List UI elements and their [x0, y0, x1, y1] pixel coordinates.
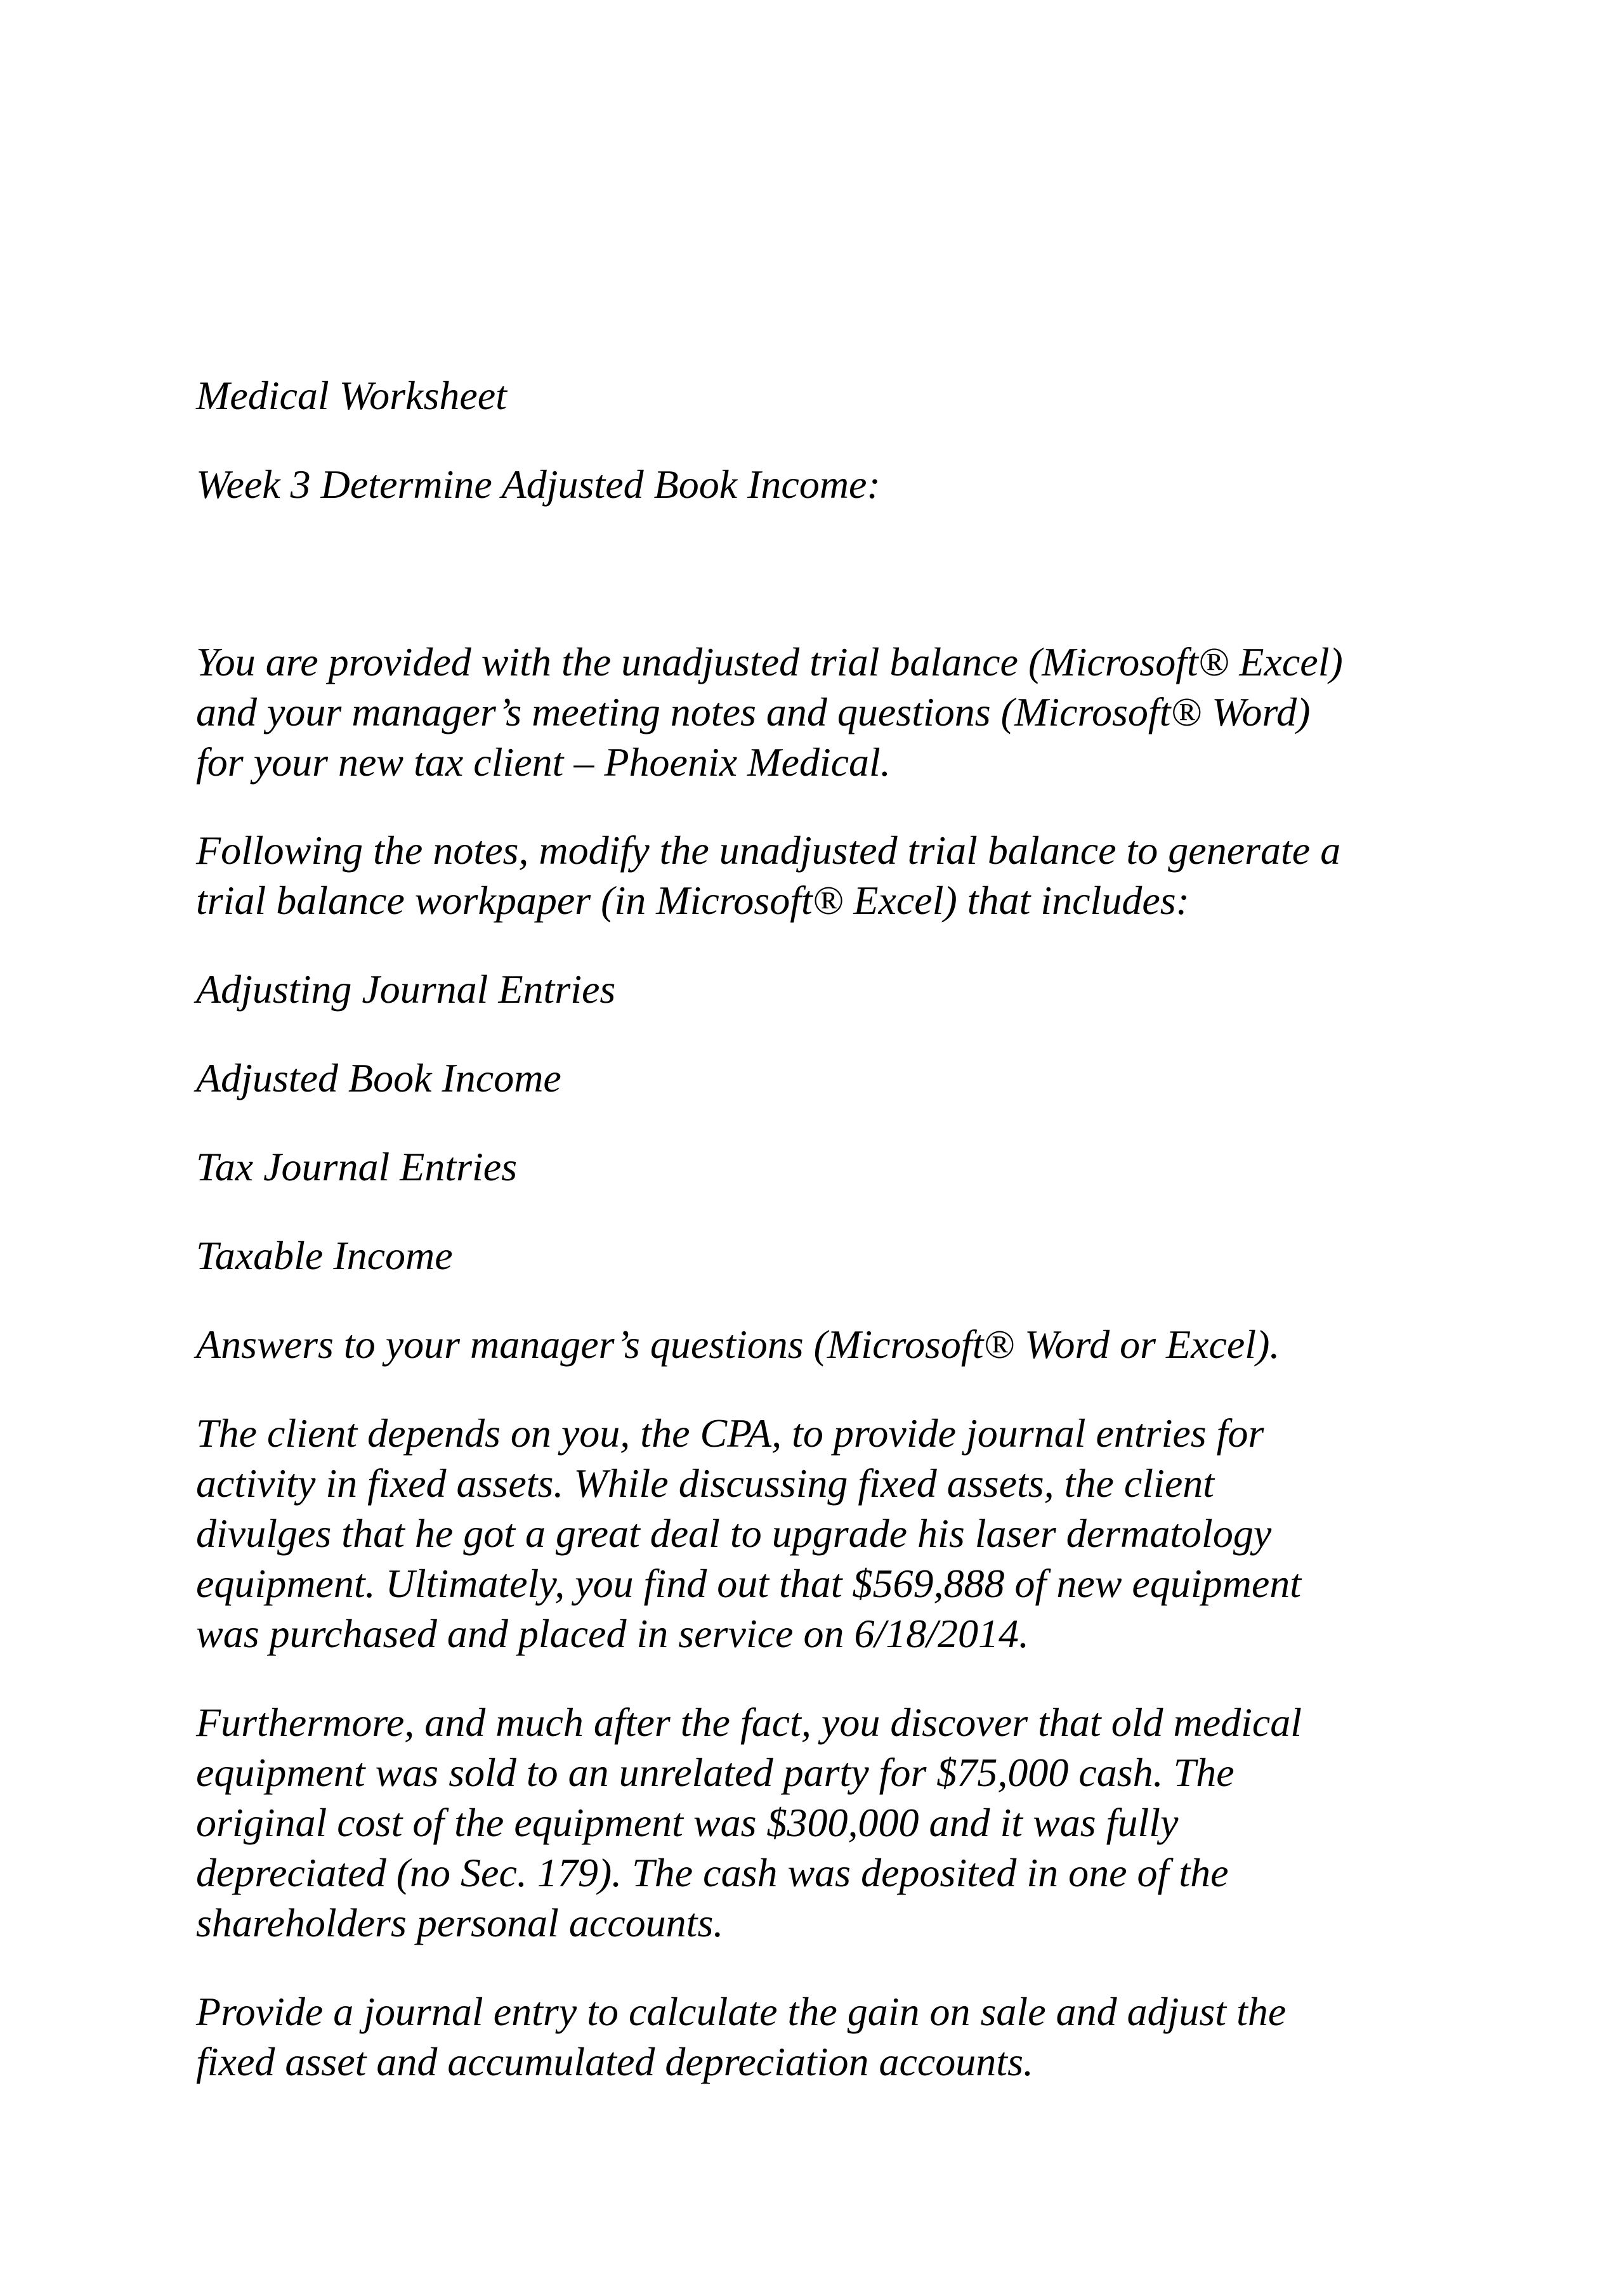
paragraph-line: The client depends on you, the CPA, to provide journal entries for: [196, 1411, 1264, 1456]
paragraph-line: equipment was sold to an unrelated party for $75,000 cash. The: [196, 1750, 1234, 1795]
list-item: Adjusting Journal Entries: [196, 967, 616, 1012]
paragraph-line: divulges that he got a great deal to upgrade his laser dermatology: [196, 1511, 1272, 1556]
document-subtitle: Week 3 Determine Adjusted Book Income:: [196, 462, 881, 507]
paragraph-line: was purchased and placed in service on 6/18/2014.: [196, 1611, 1029, 1656]
list-item: Taxable Income: [196, 1233, 453, 1278]
paragraph-line: and your manager’s meeting notes and questions (Microsoft® Word): [196, 689, 1311, 734]
paragraph-line: Furthermore, and much after the fact, you discover that old medical: [196, 1700, 1302, 1745]
document-title: Medical Worksheet: [196, 373, 507, 418]
paragraph-line: shareholders personal accounts.: [196, 1900, 724, 1945]
paragraph-line: Following the notes, modify the unadjusted trial balance to generate a: [196, 828, 1341, 873]
paragraph-line: You are provided with the unadjusted trial balance (Microsoft® Excel): [196, 639, 1343, 684]
paragraph-line: original cost of the equipment was $300,000 and it was fully: [196, 1800, 1179, 1845]
paragraph-line: trial balance workpaper (in Microsoft® Excel) that includes:: [196, 878, 1189, 923]
paragraph-line: Provide a journal entry to calculate the gain on sale and adjust the: [196, 1989, 1287, 2034]
paragraph-line: fixed asset and accumulated depreciation accounts.: [196, 2039, 1033, 2084]
paragraph-line: equipment. Ultimately, you find out that $569,888 of new equipment: [196, 1561, 1301, 1606]
list-item: Adjusted Book Income: [196, 1055, 561, 1100]
paragraph-line: activity in fixed assets. While discussing fixed assets, the client: [196, 1461, 1214, 1506]
paragraph-line: depreciated (no Sec. 179). The cash was deposited in one of the: [196, 1850, 1229, 1895]
paragraph-line: for your new tax client – Phoenix Medical.: [196, 740, 891, 785]
list-item: Tax Journal Entries: [196, 1144, 518, 1189]
list-item: Answers to your manager’s questions (Microsoft® Word or Excel).: [196, 1322, 1280, 1367]
